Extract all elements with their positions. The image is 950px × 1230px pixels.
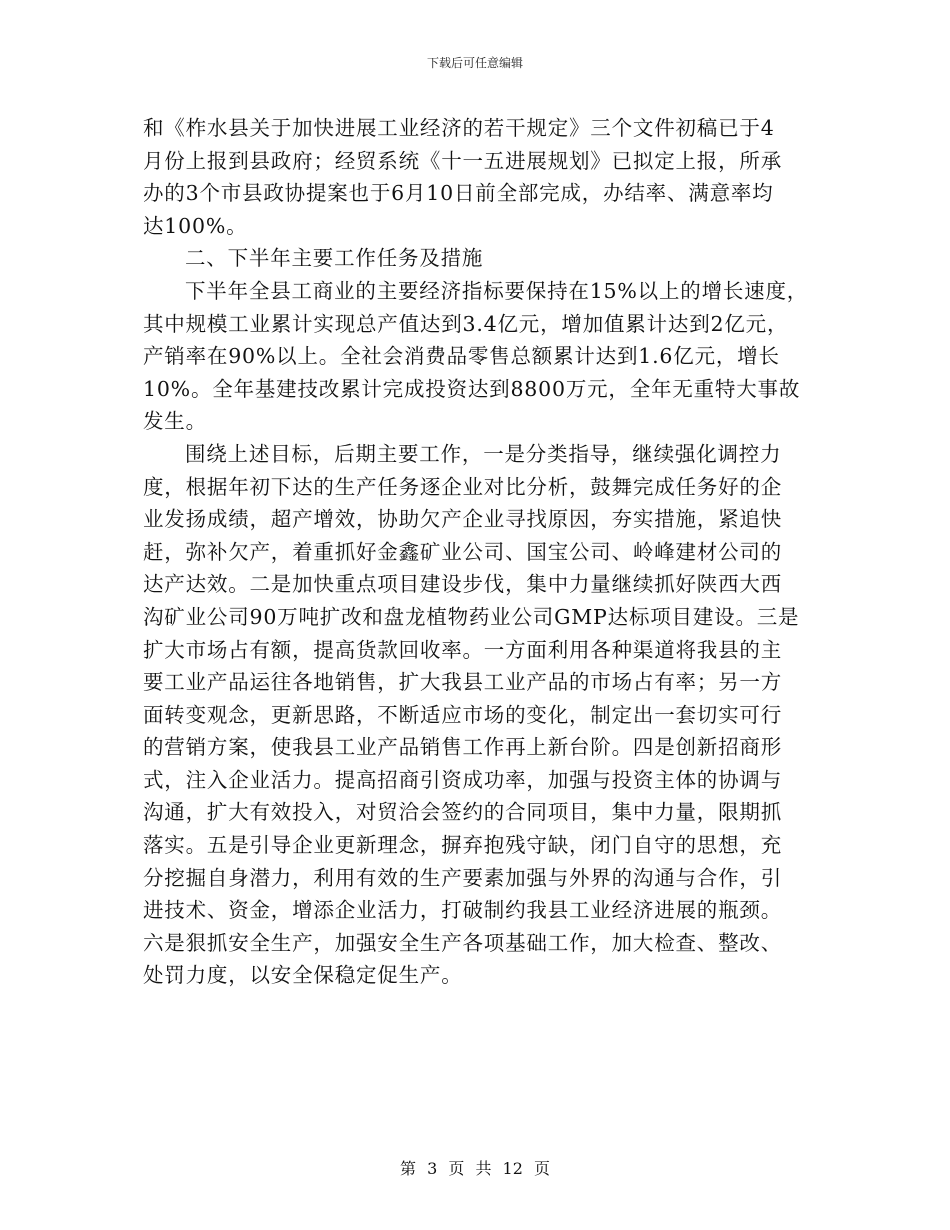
section-heading: 二、下半年主要工作任务及措施 [185,246,484,271]
text-line: 沟通，扩大有效投入，对贸洽会签约的合同项目，集中力量，限期抓 [143,800,782,825]
text-line: 发生。 [143,409,207,434]
text-line: 下半年全县工商业的主要经济指标要保持在15%以上的增长速度， [185,278,809,303]
text-line: 的营销方案，使我县工业产品销售工作再上新台阶。四是创新招商形 [143,735,782,760]
text-line: 产销率在90%以上。全社会消费品零售总额累计达到1.6亿元，增长 [143,344,780,369]
text-line: 赶，弥补欠产，着重抓好金鑫矿业公司、国宝公司、岭峰建材公司的 [143,539,782,564]
text-line: 月份上报到县政府；经贸系统《十一五进展规划》已拟定上报，所承 [143,148,782,173]
text-line: 进技术、资金，增添企业活力，打破制约我县工业经济进展的瓶颈。 [143,898,782,923]
text-line: 10%。全年基建技改累计完成投资达到8800万元，全年无重特大事故 [143,376,801,401]
page-number-footer: 第 3 页 共 12 页 [400,1159,550,1178]
text-line: 度，根据年初下达的生产任务逐企业对比分析，鼓舞完成任务好的企 [143,474,782,499]
text-line: 扩大市场占有额，提高货款回收率。一方面利用各种渠道将我县的主 [143,637,782,662]
text-line: 和《柞水县关于加快进展工业经济的若干规定》三个文件初稿已于4 [143,116,775,140]
document-body [143,112,811,992]
text-line: 业发扬成绩，超产增效，协助欠产企业寻找原因，夯实措施，紧追快 [143,507,782,532]
page-header-note: 下载后可任意编辑 [426,56,523,70]
text-line: 其中规模工业累计实现总产值达到3.4亿元，增加值累计达到2亿元， [143,311,789,336]
text-line: 达100%。 [143,213,248,238]
text-line: 办的3个市县政协提案也于6月10日前全部完成，办结率、满意率均 [143,181,774,206]
text-line: 落实。五是引导企业更新理念，摒弃抱残守缺，闭门自守的思想，充 [143,833,782,858]
text-line: 面转变观念，更新思路，不断适应市场的变化，制定出一套切实可行 [143,702,782,727]
text-line: 式，注入企业活力。提高招商引资成功率，加强与投资主体的协调与 [143,767,782,792]
text-line: 达产达效。二是加快重点项目建设步伐，集中力量继续抓好陕西大西 [143,572,782,597]
text-line: 处罚力度，以安全保稳定促生产。 [143,963,463,988]
text-line: 沟矿业公司90万吨扩改和盘龙植物药业公司GMP达标项目建设。三是 [143,604,800,629]
text-line: 围绕上述目标，后期主要工作，一是分类指导，继续强化调控力 [185,441,782,466]
text-line: 要工业产品运往各地销售，扩大我县工业产品的市场占有率；另一方 [143,670,782,695]
text-line: 六是狠抓安全生产，加强安全生产各项基础工作，加大检查、整改、 [143,930,782,955]
text-line: 分挖掘自身潜力，利用有效的生产要素加强与外界的沟通与合作，引 [143,865,782,890]
